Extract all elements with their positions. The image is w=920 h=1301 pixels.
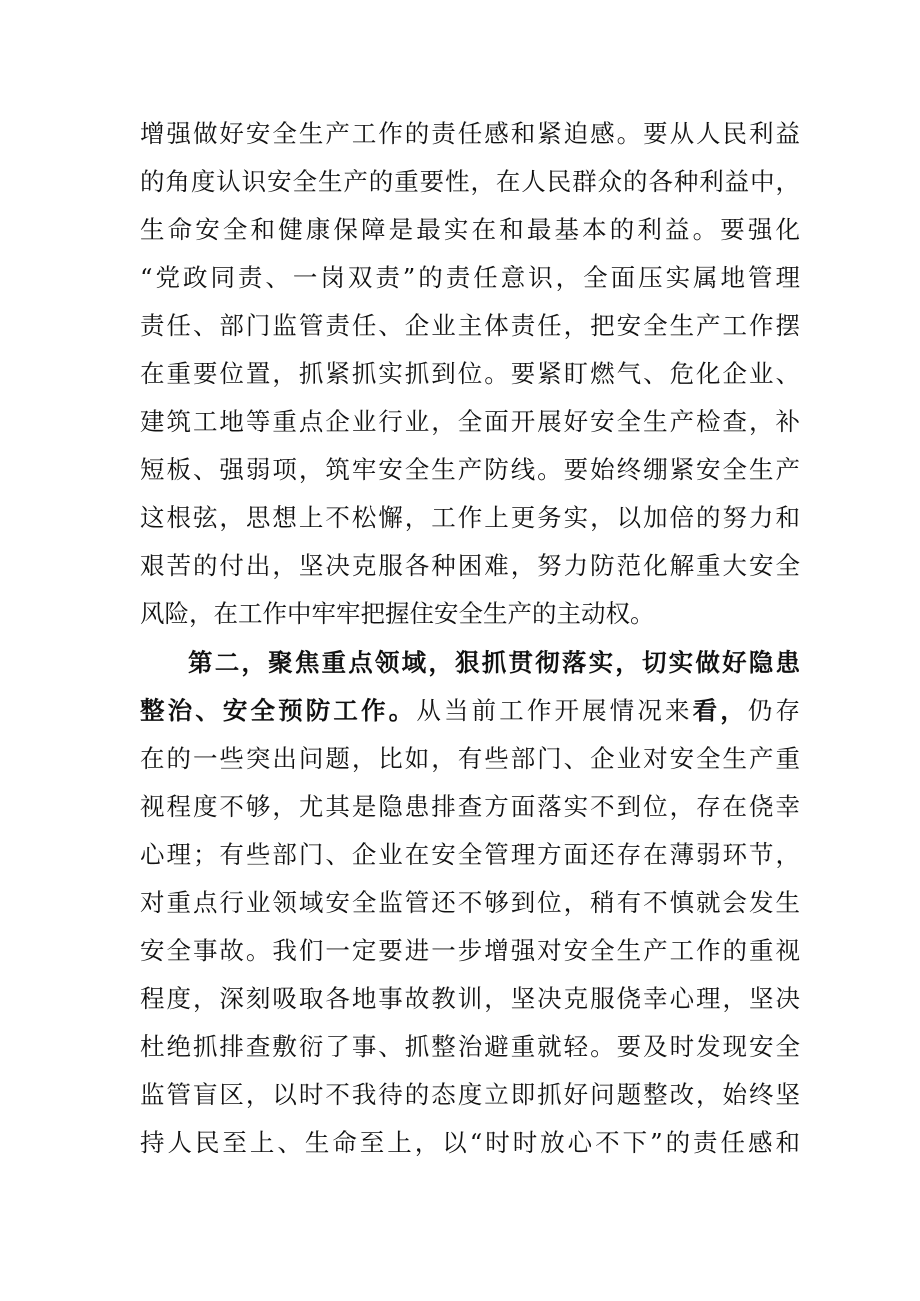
paragraph-2-line-4: 视程度不够，尤其是隐患排查方面落实不到位，存在侥幸 [140, 792, 800, 821]
paragraph-1-line-10: 艰苦的付出，坚决克服各种困难，努力防范化解重大安全 [140, 551, 800, 580]
paragraph-1-line-7: 建筑工地等重点企业行业，全面开展好安全生产检查，补 [140, 407, 800, 436]
paragraph-2-line-9: 杜绝抓排查敷衍了事、抓整治避重就轻。要及时发现安全 [140, 1032, 800, 1061]
paragraph-1-line-6: 在重要位置，抓紧抓实抓到位。要紧盯燃气、危化企业、 [140, 359, 800, 388]
paragraph-2-line-6: 对重点行业领域安全监管还不够到位，稍有不慎就会发生 [140, 888, 800, 917]
paragraph-2-line-2-tail: 仍存 [747, 696, 801, 725]
paragraph-2-line-11: 持人民至上、生命至上，以“时时放心不下”的责任感和 [140, 1128, 800, 1157]
paragraph-2-line-3: 在的一些突出问题，比如，有些部门、企业对安全生产重 [140, 744, 800, 773]
paragraph-2-heading-line-1: 第二，聚焦重点领域，狠抓贯彻落实，切实做好隐患 [188, 648, 800, 677]
paragraph-1-line-5: 责任、部门监管责任、企业主体责任，把安全生产工作摆 [140, 311, 800, 340]
paragraph-1-line-9: 这根弦，思想上不松懈，工作上更务实，以加倍的努力和 [140, 503, 800, 532]
paragraph-2-line-2 [140, 689, 800, 733]
paragraph-1-line-3: 生命安全和健康保障是最实在和最基本的利益。要强化 [140, 215, 800, 244]
paragraph-1-line-8: 短板、强弱项，筑牢安全生产防线。要始终绷紧安全生产 [140, 455, 800, 484]
paragraph-2-line-2-text: 从当前工作开展情况来 [416, 696, 693, 725]
paragraph-1-line-4: “党政同责、一岗双责”的责任意识，全面压实属地管理 [140, 263, 800, 292]
paragraph-2-line-10: 监管盲区，以时不我待的态度立即抓好问题整改，始终坚 [140, 1080, 800, 1109]
paragraph-2-line-8: 程度，深刻吸取各地事故教训，坚决克服侥幸心理，坚决 [140, 984, 800, 1013]
paragraph-1-line-11: 风险，在工作中牢牢把握住安全生产的主动权。 [140, 599, 655, 628]
paragraph-2-line-5: 心理；有些部门、企业在安全管理方面还存在薄弱环节， [140, 840, 800, 869]
paragraph-1-line-1: 增强做好安全生产工作的责任感和紧迫感。要从人民利益 [140, 119, 800, 148]
paragraph-2-heading-tail: 整治、安全预防工作。 [140, 696, 417, 725]
paragraph-1-line-2: 的角度认识安全生产的重要性，在人民群众的各种利益中， [140, 167, 800, 196]
paragraph-2-line-2-bold-word: 看， [692, 696, 748, 725]
paragraph-2-line-7: 安全事故。我们一定要进一步增强对安全生产工作的重视 [140, 936, 800, 965]
